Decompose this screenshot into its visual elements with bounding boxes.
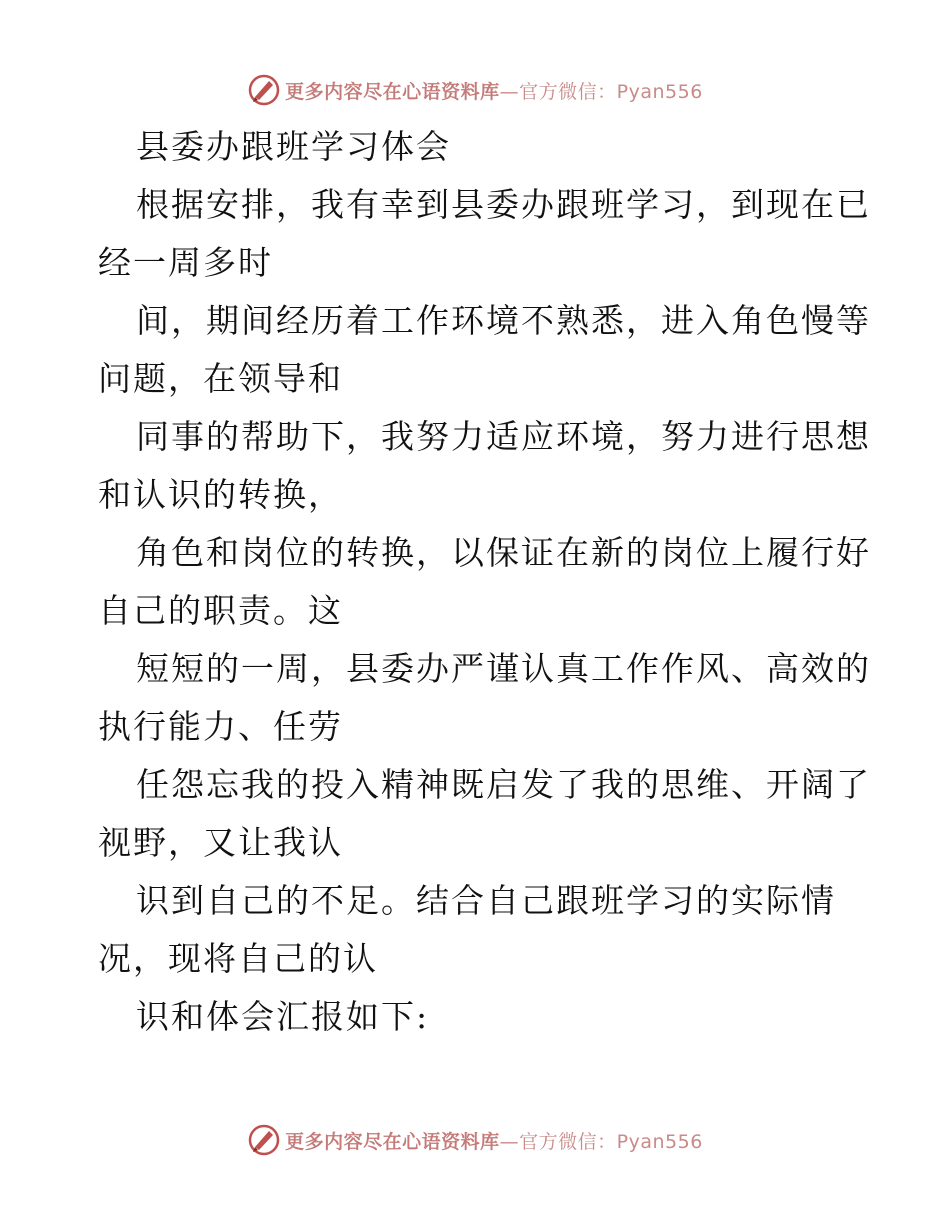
paragraph-line: 间，期间经历着工作环境不熟悉，进入角色慢等 (136, 301, 871, 340)
paragraph-line: 执行能力、任劳 (98, 707, 343, 746)
paragraph-line: 任怨忘我的投入精神既启发了我的思维、开阔了 (136, 765, 871, 804)
paragraph-line: 识和体会汇报如下: (136, 997, 430, 1036)
watermark-banner-bottom (0, 1120, 950, 1160)
document-title: 县委办跟班学习体会 (136, 127, 451, 166)
paragraph-line: 短短的一周，县委办严谨认真工作作风、高效的 (136, 649, 871, 688)
document-body (98, 118, 871, 1046)
paragraph-line: 视野，又让我认 (98, 823, 343, 862)
paragraph-line: 自己的职责。这 (98, 591, 343, 630)
watermark-rest-text: —官方微信：Pyan556 (499, 1130, 703, 1153)
watermark-main-text: 更多内容尽在心语资料库 (285, 1130, 500, 1153)
paragraph-line: 和认识的转换， (98, 475, 343, 514)
paragraph-line: 同事的帮助下，我努力适应环境，努力进行思想 (136, 417, 871, 456)
paragraph-line: 况，现将自己的认 (98, 939, 378, 978)
watermark-banner-top (0, 70, 950, 110)
paragraph-line: 问题，在领导和 (98, 359, 343, 398)
paragraph-line: 经一周多时 (98, 243, 273, 282)
pen-logo-icon (247, 1123, 281, 1157)
paragraph-line: 根据安排，我有幸到县委办跟班学习，到现在已 (136, 185, 871, 224)
watermark-main-text: 更多内容尽在心语资料库 (285, 80, 500, 103)
pen-logo-icon (247, 73, 281, 107)
watermark-rest-text: —官方微信：Pyan556 (499, 80, 703, 103)
paragraph-line: 识到自己的不足。结合自己跟班学习的实际情 (136, 881, 836, 920)
paragraph-line: 角色和岗位的转换，以保证在新的岗位上履行好 (136, 533, 871, 572)
